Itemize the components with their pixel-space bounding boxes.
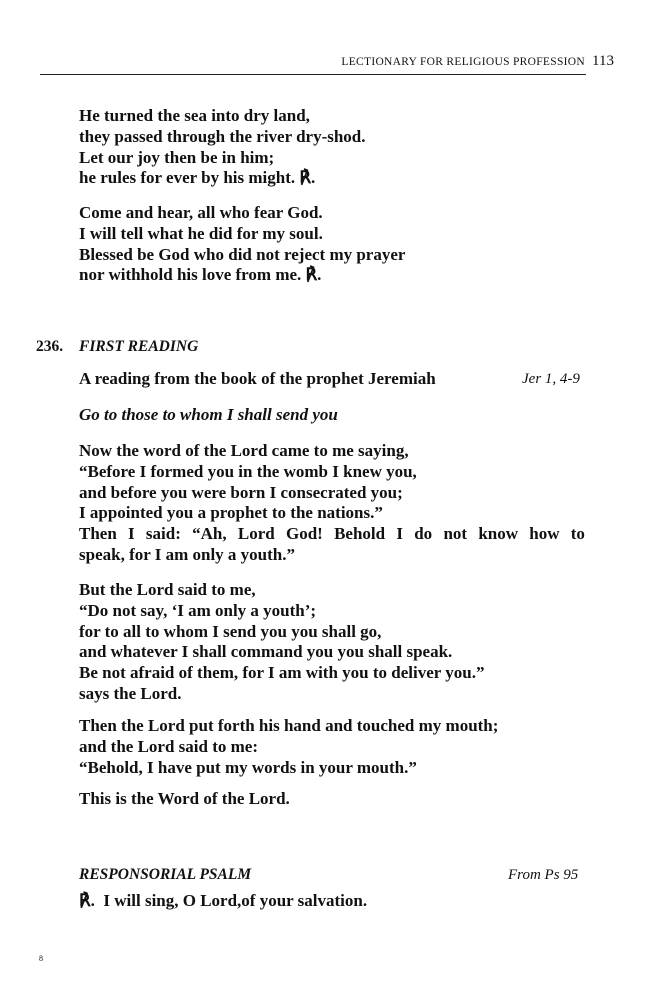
- running-title: LECTIONARY FOR RELIGIOUS PROFESSION: [341, 56, 585, 68]
- reading-paragraph-3: [79, 716, 498, 778]
- reading-line: But the Lord said to me,: [79, 580, 256, 599]
- verse-line: He turned the sea into dry land,: [79, 106, 310, 125]
- reading-line: Be not afraid of them, for I am with you to deliver you.”: [79, 663, 485, 683]
- reading-line: and whatever I shall command you you shall speak.: [79, 642, 453, 662]
- reading-line-justified: [79, 524, 585, 545]
- reading-line: “Before I formed you in the womb I knew you,: [79, 461, 417, 481]
- psalm-stanza-1: [79, 106, 366, 189]
- word: know: [478, 524, 518, 544]
- response-text: I will sing, O Lord,of your salvation.: [103, 891, 368, 910]
- word: I: [396, 524, 403, 544]
- word: do: [414, 524, 433, 544]
- psalm-response-line: [79, 891, 367, 912]
- word: Behold: [334, 524, 386, 544]
- footer-mark: 8: [39, 954, 43, 963]
- word: not: [443, 524, 468, 544]
- verse-line: I will tell what he did for my soul.: [79, 223, 323, 243]
- section-number: 236.: [36, 338, 64, 355]
- verse-line: he rules for ever by his might. ℟.: [79, 168, 316, 188]
- word: Lord: [237, 524, 275, 544]
- reading-line: for to all to whom I send you you shall go,: [79, 621, 382, 641]
- reading-line: and before you were born I consecrated you;: [79, 482, 403, 502]
- reading-line: Now the word of the Lord came to me saying,: [79, 441, 409, 460]
- reading-paragraph-1: [79, 441, 585, 566]
- closing-line: This is the Word of the Lord.: [79, 789, 290, 808]
- verse-line: nor withhold his love from me. ℟.: [79, 265, 322, 285]
- word: Then: [79, 524, 117, 544]
- response-mark: ℟.: [79, 891, 95, 910]
- header-rule: [40, 74, 586, 75]
- section-title: FIRST READING: [79, 338, 199, 355]
- word: said:: [145, 524, 181, 544]
- word: to: [570, 524, 585, 544]
- verse-line: Let our joy then be in him;: [79, 147, 275, 167]
- reading-line: Then the Lord put forth his hand and touched my mouth;: [79, 716, 499, 735]
- psalm-response: [79, 891, 367, 912]
- word: God!: [285, 524, 323, 544]
- reading-line: “Do not say, ‘I am only a youth’;: [79, 600, 317, 620]
- reading-paragraph-2: [79, 580, 484, 705]
- reading-line: speak, for I am only a youth.”: [79, 544, 295, 564]
- reading-intro: A reading from the book of the prophet Jeremiah: [79, 369, 436, 388]
- reading-closing: [79, 789, 290, 810]
- reading-line: “Behold, I have put my words in your mouth.”: [79, 757, 417, 777]
- psalm-citation: From Ps 95: [508, 867, 579, 883]
- reading-citation: Jer 1, 4-9: [522, 371, 580, 387]
- verse-line: Blessed be God who did not reject my prayer: [79, 244, 406, 264]
- reading-line: says the Lord.: [79, 683, 182, 703]
- page-number: 113: [592, 53, 614, 69]
- word: how: [529, 524, 560, 544]
- word: “Ah,: [192, 524, 227, 544]
- psalm-stanza-2: [79, 203, 405, 286]
- psalm-title: RESPONSORIAL PSALM: [79, 866, 252, 883]
- verse-line: Come and hear, all who fear God.: [79, 203, 323, 222]
- reading-line: I appointed you a prophet to the nations.”: [79, 503, 383, 523]
- reading-theme: Go to those to whom I shall send you: [79, 405, 338, 424]
- verse-line: they passed through the river dry-shod.: [79, 126, 366, 146]
- reading-line: and the Lord said to me:: [79, 736, 258, 756]
- word: I: [128, 524, 135, 544]
